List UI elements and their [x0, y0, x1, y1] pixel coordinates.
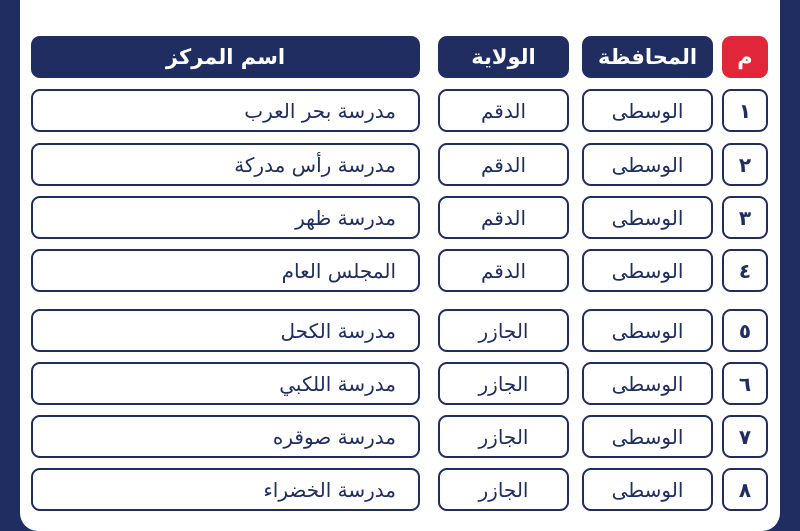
table-row [20, 309, 780, 354]
index-cell: ٤ [722, 249, 768, 292]
index-cell: ٧ [722, 415, 768, 458]
index-cell: ١ [722, 89, 768, 132]
header-index: م [722, 36, 768, 78]
wilaya-cell: الجازر [438, 362, 569, 405]
governorate-cell: الوسطى [582, 89, 713, 132]
governorate-cell: الوسطى [582, 249, 713, 292]
table-row [20, 196, 780, 241]
index-cell: ٨ [722, 468, 768, 511]
index-cell: ٦ [722, 362, 768, 405]
center-name-cell: المجلس العام [31, 249, 420, 292]
center-name-cell: مدرسة ظهر [31, 196, 420, 239]
governorate-cell: الوسطى [582, 309, 713, 352]
center-name-cell: مدرسة رأس مدركة [31, 143, 420, 186]
wilaya-cell: الدقم [438, 89, 569, 132]
wilaya-cell: الجازر [438, 468, 569, 511]
center-name-cell: مدرسة بحر العرب [31, 89, 420, 132]
table-row [20, 89, 780, 134]
index-cell: ٥ [722, 309, 768, 352]
center-name-cell: مدرسة اللكبي [31, 362, 420, 405]
governorate-cell: الوسطى [582, 415, 713, 458]
centers-table [20, 0, 780, 531]
index-cell: ٣ [722, 196, 768, 239]
table-row [20, 415, 780, 460]
table-row [20, 143, 780, 188]
wilaya-cell: الدقم [438, 143, 569, 186]
wilaya-cell: الجازر [438, 415, 569, 458]
center-name-cell: مدرسة صوقره [31, 415, 420, 458]
index-cell: ٢ [722, 143, 768, 186]
wilaya-cell: الدقم [438, 196, 569, 239]
header-governorate: المحافظة [582, 36, 713, 78]
header-wilaya: الولاية [438, 36, 569, 78]
wilaya-cell: الدقم [438, 249, 569, 292]
header-center-name: اسم المركز [31, 36, 420, 78]
table-row [20, 362, 780, 407]
governorate-cell: الوسطى [582, 362, 713, 405]
table-row [20, 249, 780, 294]
governorate-cell: الوسطى [582, 143, 713, 186]
governorate-cell: الوسطى [582, 196, 713, 239]
center-name-cell: مدرسة الكحل [31, 309, 420, 352]
governorate-cell: الوسطى [582, 468, 713, 511]
center-name-cell: مدرسة الخضراء [31, 468, 420, 511]
wilaya-cell: الجازر [438, 309, 569, 352]
table-row [20, 468, 780, 513]
